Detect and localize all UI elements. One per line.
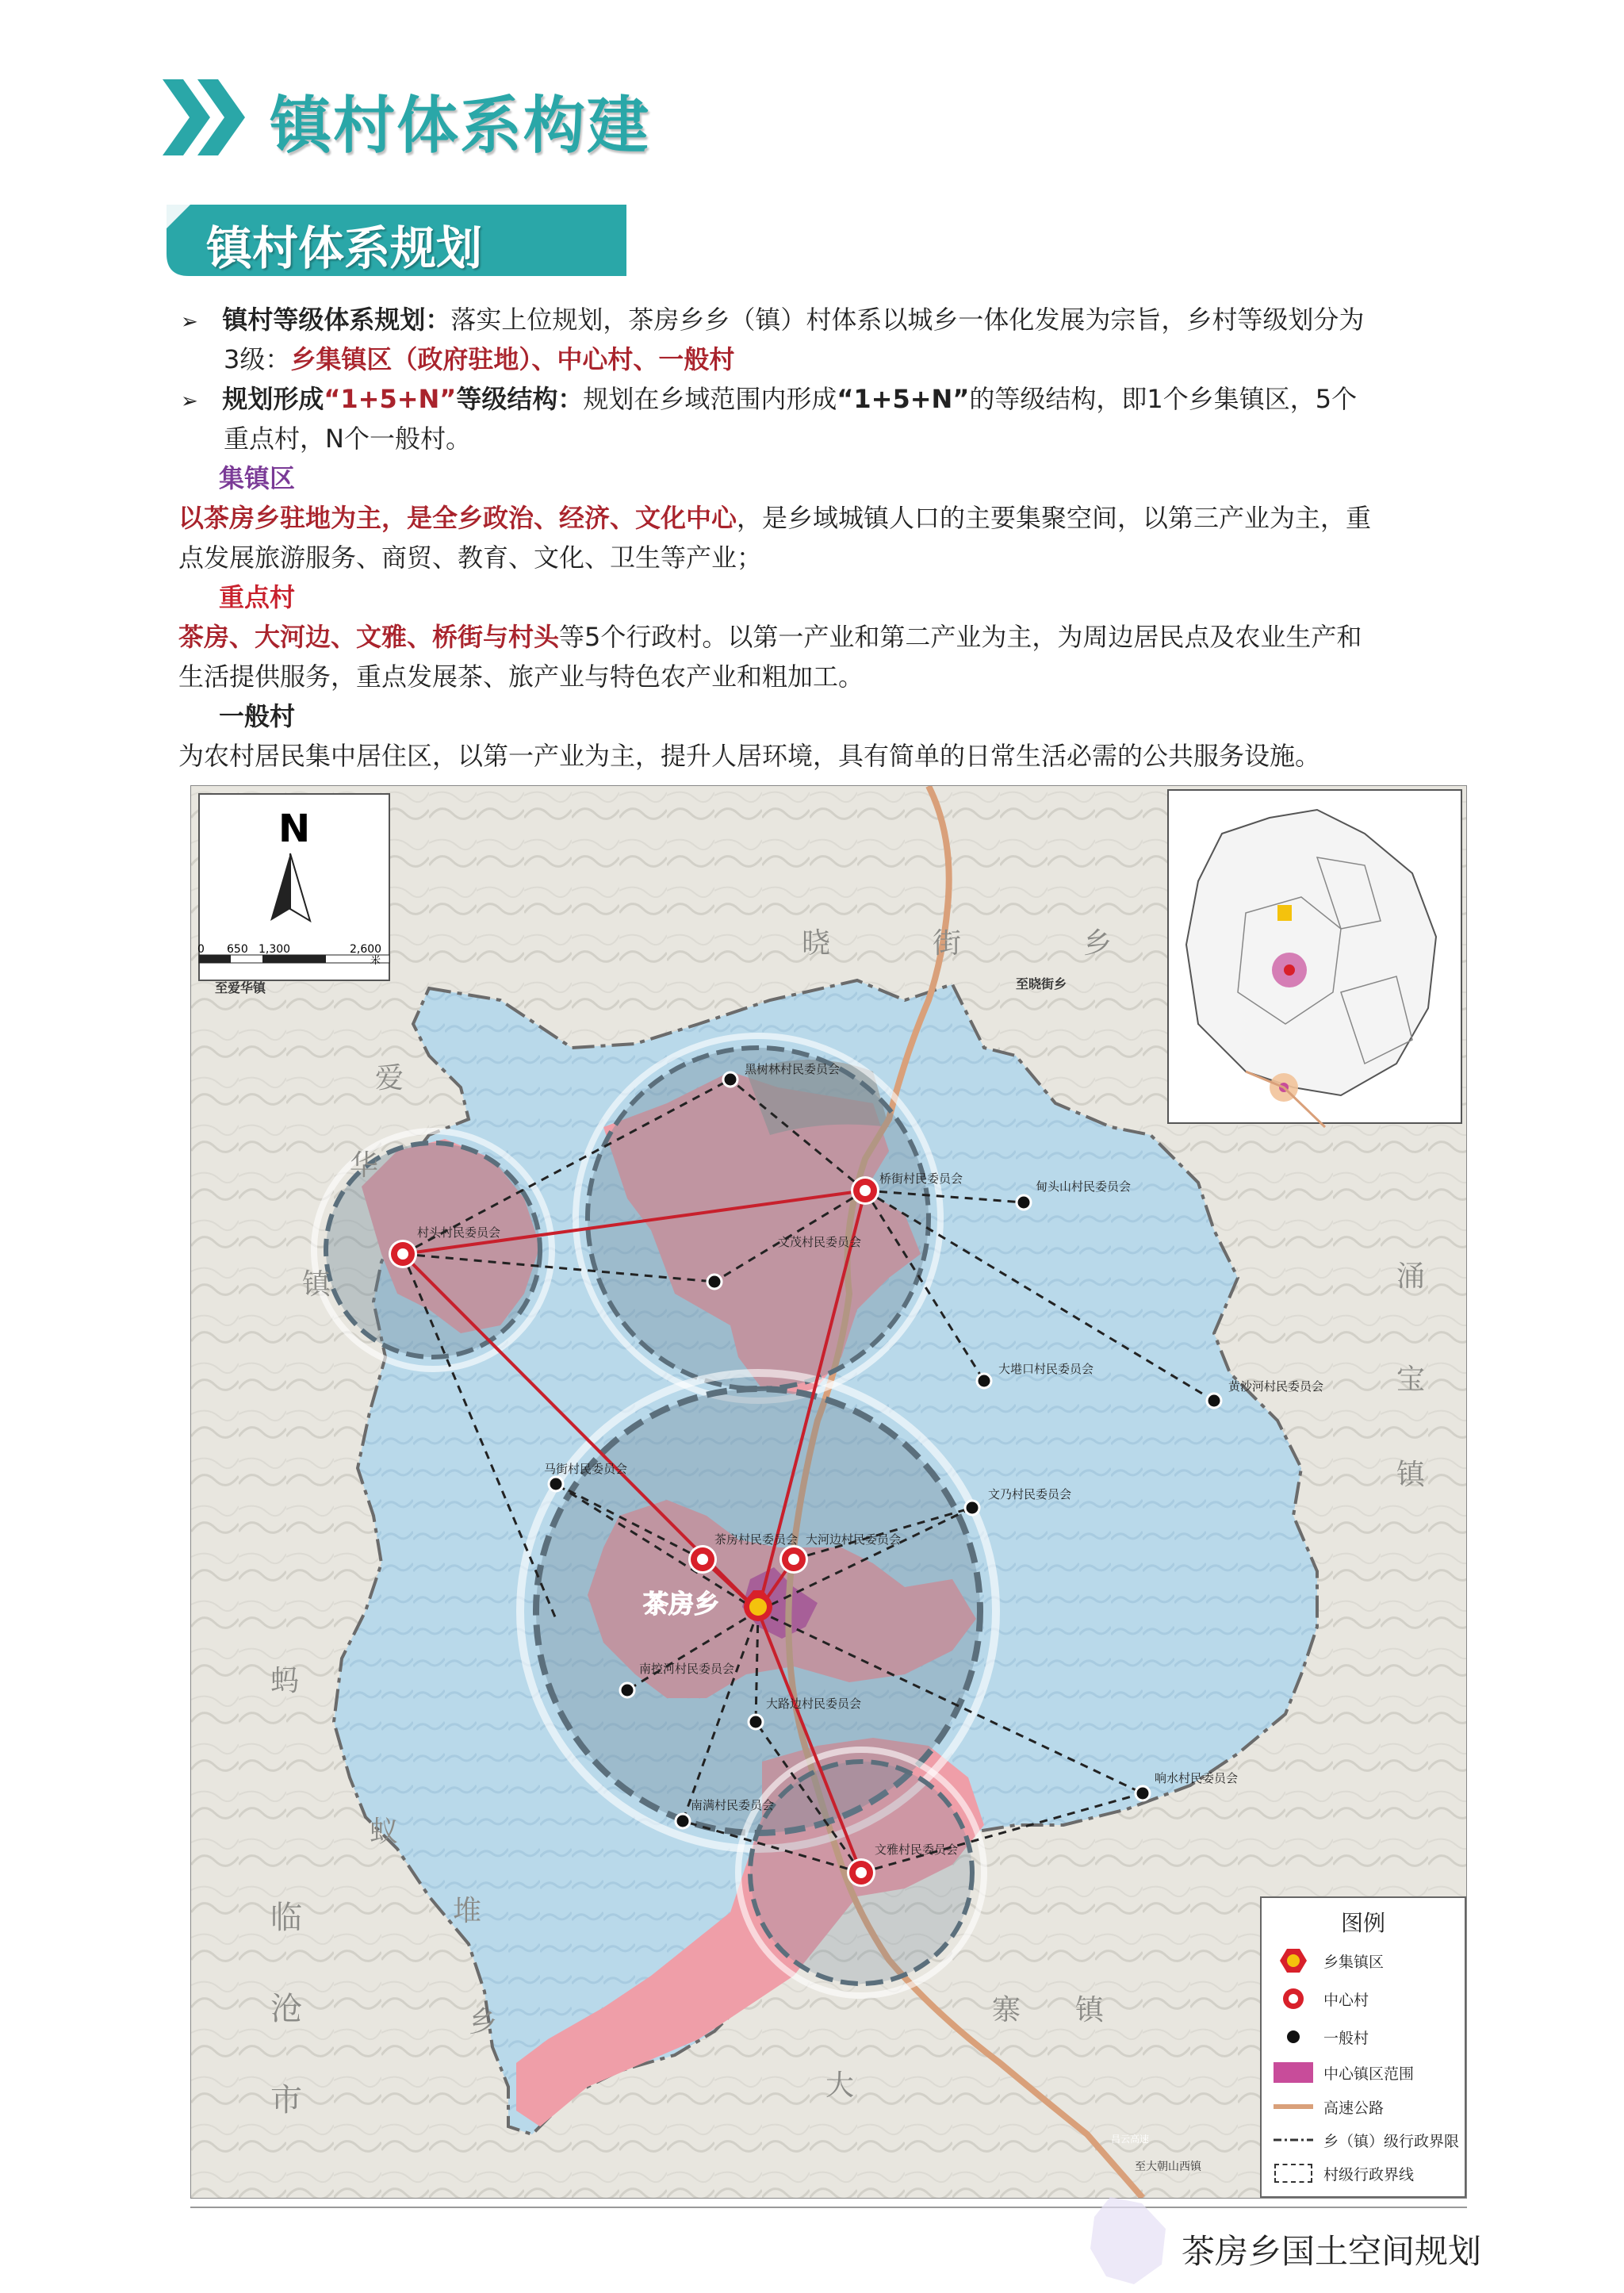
heading-key-village: 重点村	[219, 582, 296, 612]
footer-watermark-shape	[1078, 2189, 1182, 2292]
center-village-marker	[851, 1176, 879, 1205]
magenta-swatch-icon	[1274, 2062, 1313, 2083]
region-char: 镇	[302, 1268, 331, 1301]
label-dahebian: 大河边村民委员会	[806, 1532, 902, 1547]
label-nanman: 南满村民委员会	[691, 1798, 775, 1812]
heading-town: 集镇区	[219, 463, 296, 493]
region-char: 涌	[1396, 1260, 1426, 1293]
label-to-xiaojie: 至晓街乡	[1016, 976, 1067, 991]
chevron-icon	[163, 79, 250, 155]
north-label: N	[278, 807, 311, 851]
general-village-dot	[1207, 1394, 1221, 1408]
label-qiaojie: 桥街村民委员会	[879, 1171, 963, 1186]
general-village-dot	[549, 1477, 563, 1491]
legend-title: 图例	[1340, 1910, 1385, 1936]
heading-general-village: 一般村	[219, 701, 296, 731]
map-legend	[1260, 1896, 1466, 2198]
paragraph-structure-cont: 重点村，N个一般村。	[224, 424, 471, 454]
scale-unit: 米	[370, 955, 381, 967]
label-wenmao: 文茂村民委员会	[778, 1235, 862, 1249]
village-boundary-icon	[1274, 2164, 1312, 2183]
paragraph-key-village-cont: 生活提供服务，重点发展茶、旅产业与特色农产业和粗加工。	[178, 661, 864, 692]
town-marker-icon	[1280, 1949, 1307, 1973]
paragraph-general-village: 为农村居民集中居住区，以第一产业为主，提升人居环境，具有简单的日常生活必需的公共服务设施。	[178, 741, 1321, 771]
legend-item-township-boundary: 乡（镇）级行政界限	[1273, 2128, 1459, 2152]
region-char: 晓	[802, 927, 831, 960]
paragraph-level-system: ➢ 镇村等级体系规划：落实上位规划，茶房乡乡（镇）村体系以城乡一体化发展为宗旨，乡村等级划分为	[181, 305, 1365, 335]
scale-tick-2600: 2,600	[350, 943, 382, 956]
label-wenya: 文雅村民委员会	[875, 1842, 959, 1857]
paragraph-key-village: 茶房、大河边、文雅、桥街与村头等5个行政村。以第一产业和第二产业为主，为周边居民点及农业生产和	[178, 622, 1362, 652]
compass-scale-box	[197, 794, 389, 980]
label-xiangshui: 响水村民委员会	[1155, 1771, 1239, 1785]
region-char: 街	[933, 927, 962, 960]
region-char: 爱	[375, 1062, 404, 1095]
region-char: 镇	[1396, 1459, 1426, 1491]
region-char: 乡	[469, 2006, 498, 2038]
center-village-marker	[847, 1858, 875, 1887]
arrow-bullet-icon: ➢	[181, 389, 198, 413]
region-char: 寨	[992, 1994, 1021, 2027]
region-char: 蚂	[270, 1665, 300, 1697]
scale-tick-650: 650	[227, 943, 248, 956]
village-system-map	[190, 785, 1467, 2199]
region-char: 沧	[270, 1991, 302, 2027]
legend-item-village-boundary: 村级行政界线	[1273, 2161, 1414, 2185]
region-char: 乡	[1083, 927, 1113, 960]
paragraph-town: 以茶房乡驻地为主，是全乡政治、经济、文化中心，是乡域城镇人口的主要集聚空间，以第三产业为主，重	[178, 503, 1372, 533]
region-char: 宝	[1396, 1363, 1426, 1396]
paragraph-town-cont: 点发展旅游服务、商贸、教育、文化、卫生等产业；	[178, 543, 763, 573]
label-highway: 昌云高速	[1111, 2134, 1150, 2145]
inset-locator-map	[1168, 790, 1461, 1127]
region-char: 大	[825, 2069, 855, 2102]
section-title: 镇村体系规划	[206, 221, 483, 275]
label-dahengkou: 大塂口村民委员会	[998, 1362, 1094, 1376]
label-to-dachaoshan: 至大朝山西镇	[1135, 2161, 1201, 2173]
town-label: 茶房乡	[643, 1589, 720, 1619]
legend-item-center-village: 中心村	[1273, 1987, 1369, 2011]
general-village-dot	[1136, 1786, 1150, 1800]
map-bottom-rule	[190, 2207, 1467, 2208]
paragraph-level-system-cont: 3级：乡集镇区（政府驻地）、中心村、一般村	[224, 344, 735, 374]
legend-item-center-range: 中心镇区范围	[1273, 2061, 1414, 2084]
highway-swatch-icon	[1274, 2104, 1313, 2109]
label-huangshahe: 黄沙河村民委员会	[1228, 1379, 1324, 1394]
region-char: 市	[270, 2082, 302, 2119]
label-dianshan: 甸头山村民委员会	[1036, 1179, 1132, 1194]
township-boundary-icon	[1274, 2136, 1313, 2144]
region-char: 华	[350, 1149, 379, 1182]
scale-tick-0: 0	[197, 943, 205, 956]
region-char: 镇	[1075, 1994, 1105, 2027]
general-village-dot	[723, 1072, 737, 1087]
general-village-dot	[977, 1374, 991, 1388]
footer-title: 茶房乡国土空间规划	[1182, 2232, 1482, 2271]
general-village-dot	[620, 1683, 634, 1697]
region-char: 蚁	[370, 1816, 399, 1848]
label-wennai: 文乃村民委员会	[988, 1487, 1072, 1501]
label-majie: 马街村民委员会	[544, 1462, 628, 1476]
scale-tick-1300: 1,300	[259, 943, 291, 956]
region-char: 临	[270, 1900, 302, 1936]
region-char: 堆	[453, 1895, 482, 1927]
paragraph-structure: ➢ 规划形成“1+5+N”等级结构：规划在乡域范围内形成“1+5+N”的等级结构，即1个乡集镇区，5个	[181, 384, 1358, 414]
general-village-dot	[965, 1501, 979, 1515]
label-dalubian: 大路边村民委员会	[766, 1697, 862, 1711]
center-village-marker	[779, 1545, 808, 1574]
label-chafang: 茶房村民委员会	[714, 1532, 799, 1547]
legend-item-general-village: 一般村	[1273, 2025, 1369, 2049]
center-village-icon	[1281, 1987, 1305, 2011]
legend-item-town: 乡集镇区	[1273, 1949, 1384, 1973]
label-cuntou: 村头村民委员会	[417, 1225, 501, 1240]
general-village-dot	[749, 1715, 763, 1729]
center-village-marker	[688, 1545, 717, 1574]
general-village-icon	[1284, 2027, 1303, 2046]
general-village-dot	[676, 1814, 690, 1828]
page-title: 镇村体系构建	[270, 90, 651, 162]
general-village-dot	[707, 1275, 722, 1289]
label-heishulin: 黑树林村民委员会	[745, 1062, 841, 1076]
arrow-bullet-icon: ➢	[181, 310, 198, 334]
legend-item-highway: 高速公路	[1273, 2095, 1384, 2119]
label-to-aihua: 至爱华镇	[215, 980, 266, 995]
general-village-dot	[1017, 1195, 1031, 1210]
label-nankonghe: 南控河村民委员会	[639, 1662, 735, 1676]
center-village-marker	[389, 1240, 417, 1268]
